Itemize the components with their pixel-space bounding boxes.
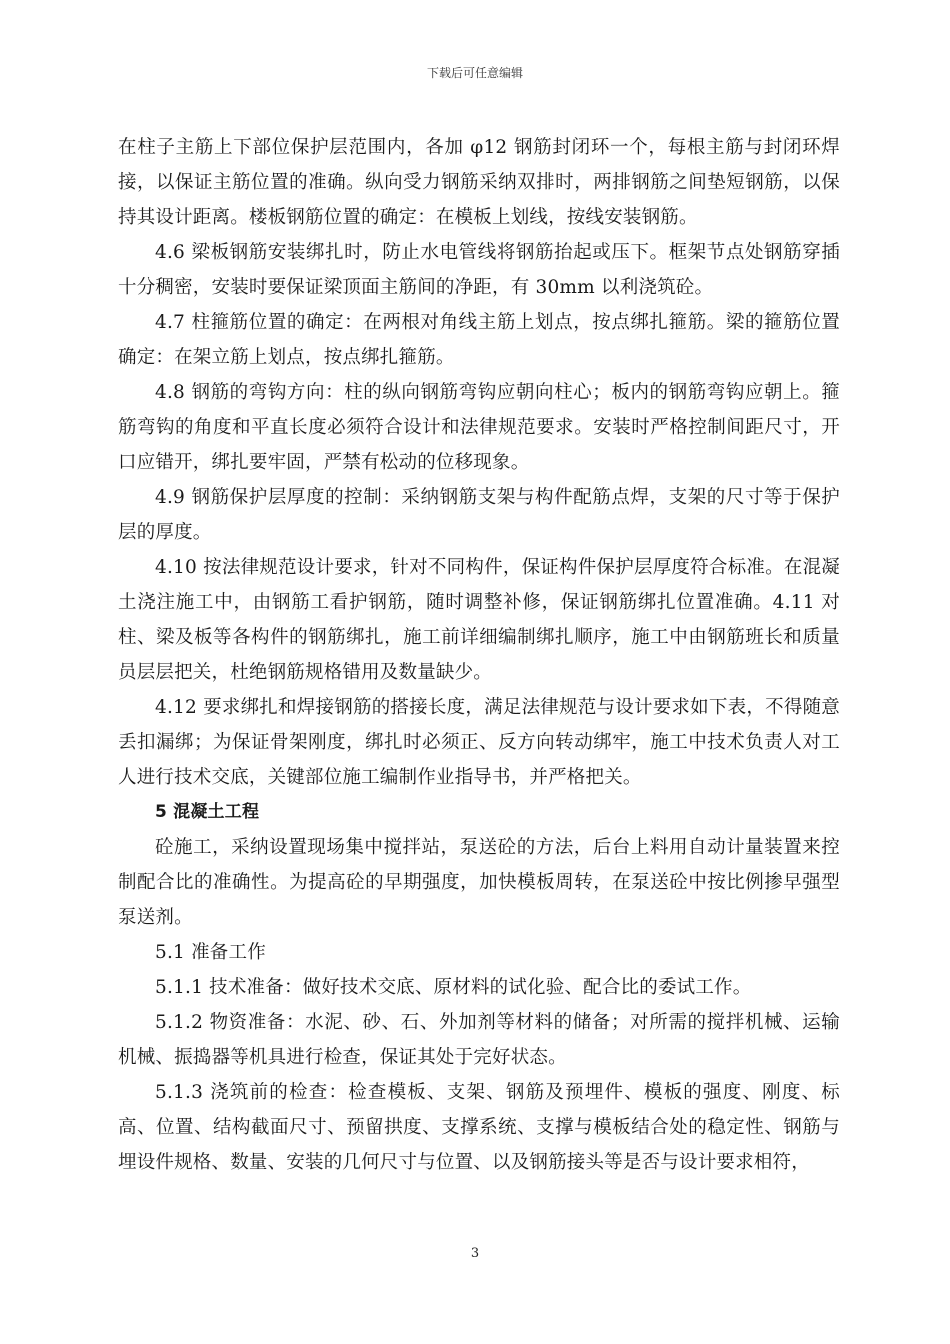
paragraph-4-9: 4.9 钢筋保护层厚度的控制：采纳钢筋支架与构件配筋点焊，支架的尺寸等于保护层的厚度。 [118,487,840,543]
page-header: 下载后可任意编辑 [426,66,523,80]
section-heading-concrete: 5 混凝土工程 [155,802,260,822]
paragraph-column-rebar-ring: 在柱子主筋上下部位保护层范围内，各加 φ12 钢筋封闭环一个，每根主筋与封闭环焊接，以保证主筋位置的准确。纵向受力钢筋采纳双排时，两排钢筋之间垫短钢筋，以保持其设计距离。楼板钢筋位置的确定：在模板上划线，按线安装钢筋。 [118,137,840,228]
paragraph-5-1: 5.1 准备工作 [155,942,266,963]
page-number: 3 [470,1246,480,1261]
document-body [118,130,840,1180]
paragraph-concrete-intro: 砼施工，采纳设置现场集中搅拌站，泵送砼的方法，后台上料用自动计量装置来控制配合比的准确性。为提高砼的早期强度，加快模板周转，在泵送砼中按比例掺早强型泵送剂。 [118,837,840,928]
paragraph-4-7: 4.7 柱箍筋位置的确定：在两根对角线主筋上划点，按点绑扎箍筋。梁的箍筋位置确定：在架立筋上划点，按点绑扎箍筋。 [118,312,840,368]
paragraph-5-1-2: 5.1.2 物资准备：水泥、砂、石、外加剂等材料的储备；对所需的搅拌机械、运输机械、振捣器等机具进行检查，保证其处于完好状态。 [118,1012,840,1068]
paragraph-4-10: 4.10 按法律规范设计要求，针对不同构件，保证构件保护层厚度符合标准。在混凝土浇注施工中，由钢筋工看护钢筋，随时调整补修，保证钢筋绑扎位置准确。4.11 对柱、梁及板等各构件的钢筋绑扎，施工前详细编制绑扎顺序，施工中由钢筋班长和质量员层层把关，杜绝钢筋规格错用及数量缺少。 [118,557,840,683]
paragraph-4-8: 4.8 钢筋的弯钩方向：柱的纵向钢筋弯钩应朝向柱心；板内的钢筋弯钩应朝上。箍筋弯钩的角度和平直长度必须符合设计和法律规范要求。安装时严格控制间距尺寸，开口应错开，绑扎要牢固，严禁有松动的位移现象。 [118,382,840,473]
paragraph-5-1-3: 5.1.3 浇筑前的检查：检查模板、支架、钢筋及预埋件、模板的强度、刚度、标高、位置、结构截面尺寸、预留拱度、支撑系统、支撑与模板结合处的稳定性、钢筋与埋设件规格、数量、安装的几何尺寸与位置、以及钢筋接头等是否与设计要求相符， [118,1082,840,1173]
paragraph-5-1-1: 5.1.1 技术准备：做好技术交底、原材料的试化验、配合比的委试工作。 [155,977,752,998]
paragraph-4-6: 4.6 梁板钢筋安装绑扎时，防止水电管线将钢筋抬起或压下。框架节点处钢筋穿插十分稠密，安装时要保证梁顶面主筋间的净距，有 30mm 以利浇筑砼。 [118,242,840,298]
paragraph-4-12: 4.12 要求绑扎和焊接钢筋的搭接长度，满足法律规范与设计要求如下表，不得随意丢扣漏绑；为保证骨架刚度，绑扎时必须正、反方向转动绑牢，施工中技术负责人对工人进行技术交底，关键部位施工编制作业指导书，并严格把关。 [118,697,840,788]
